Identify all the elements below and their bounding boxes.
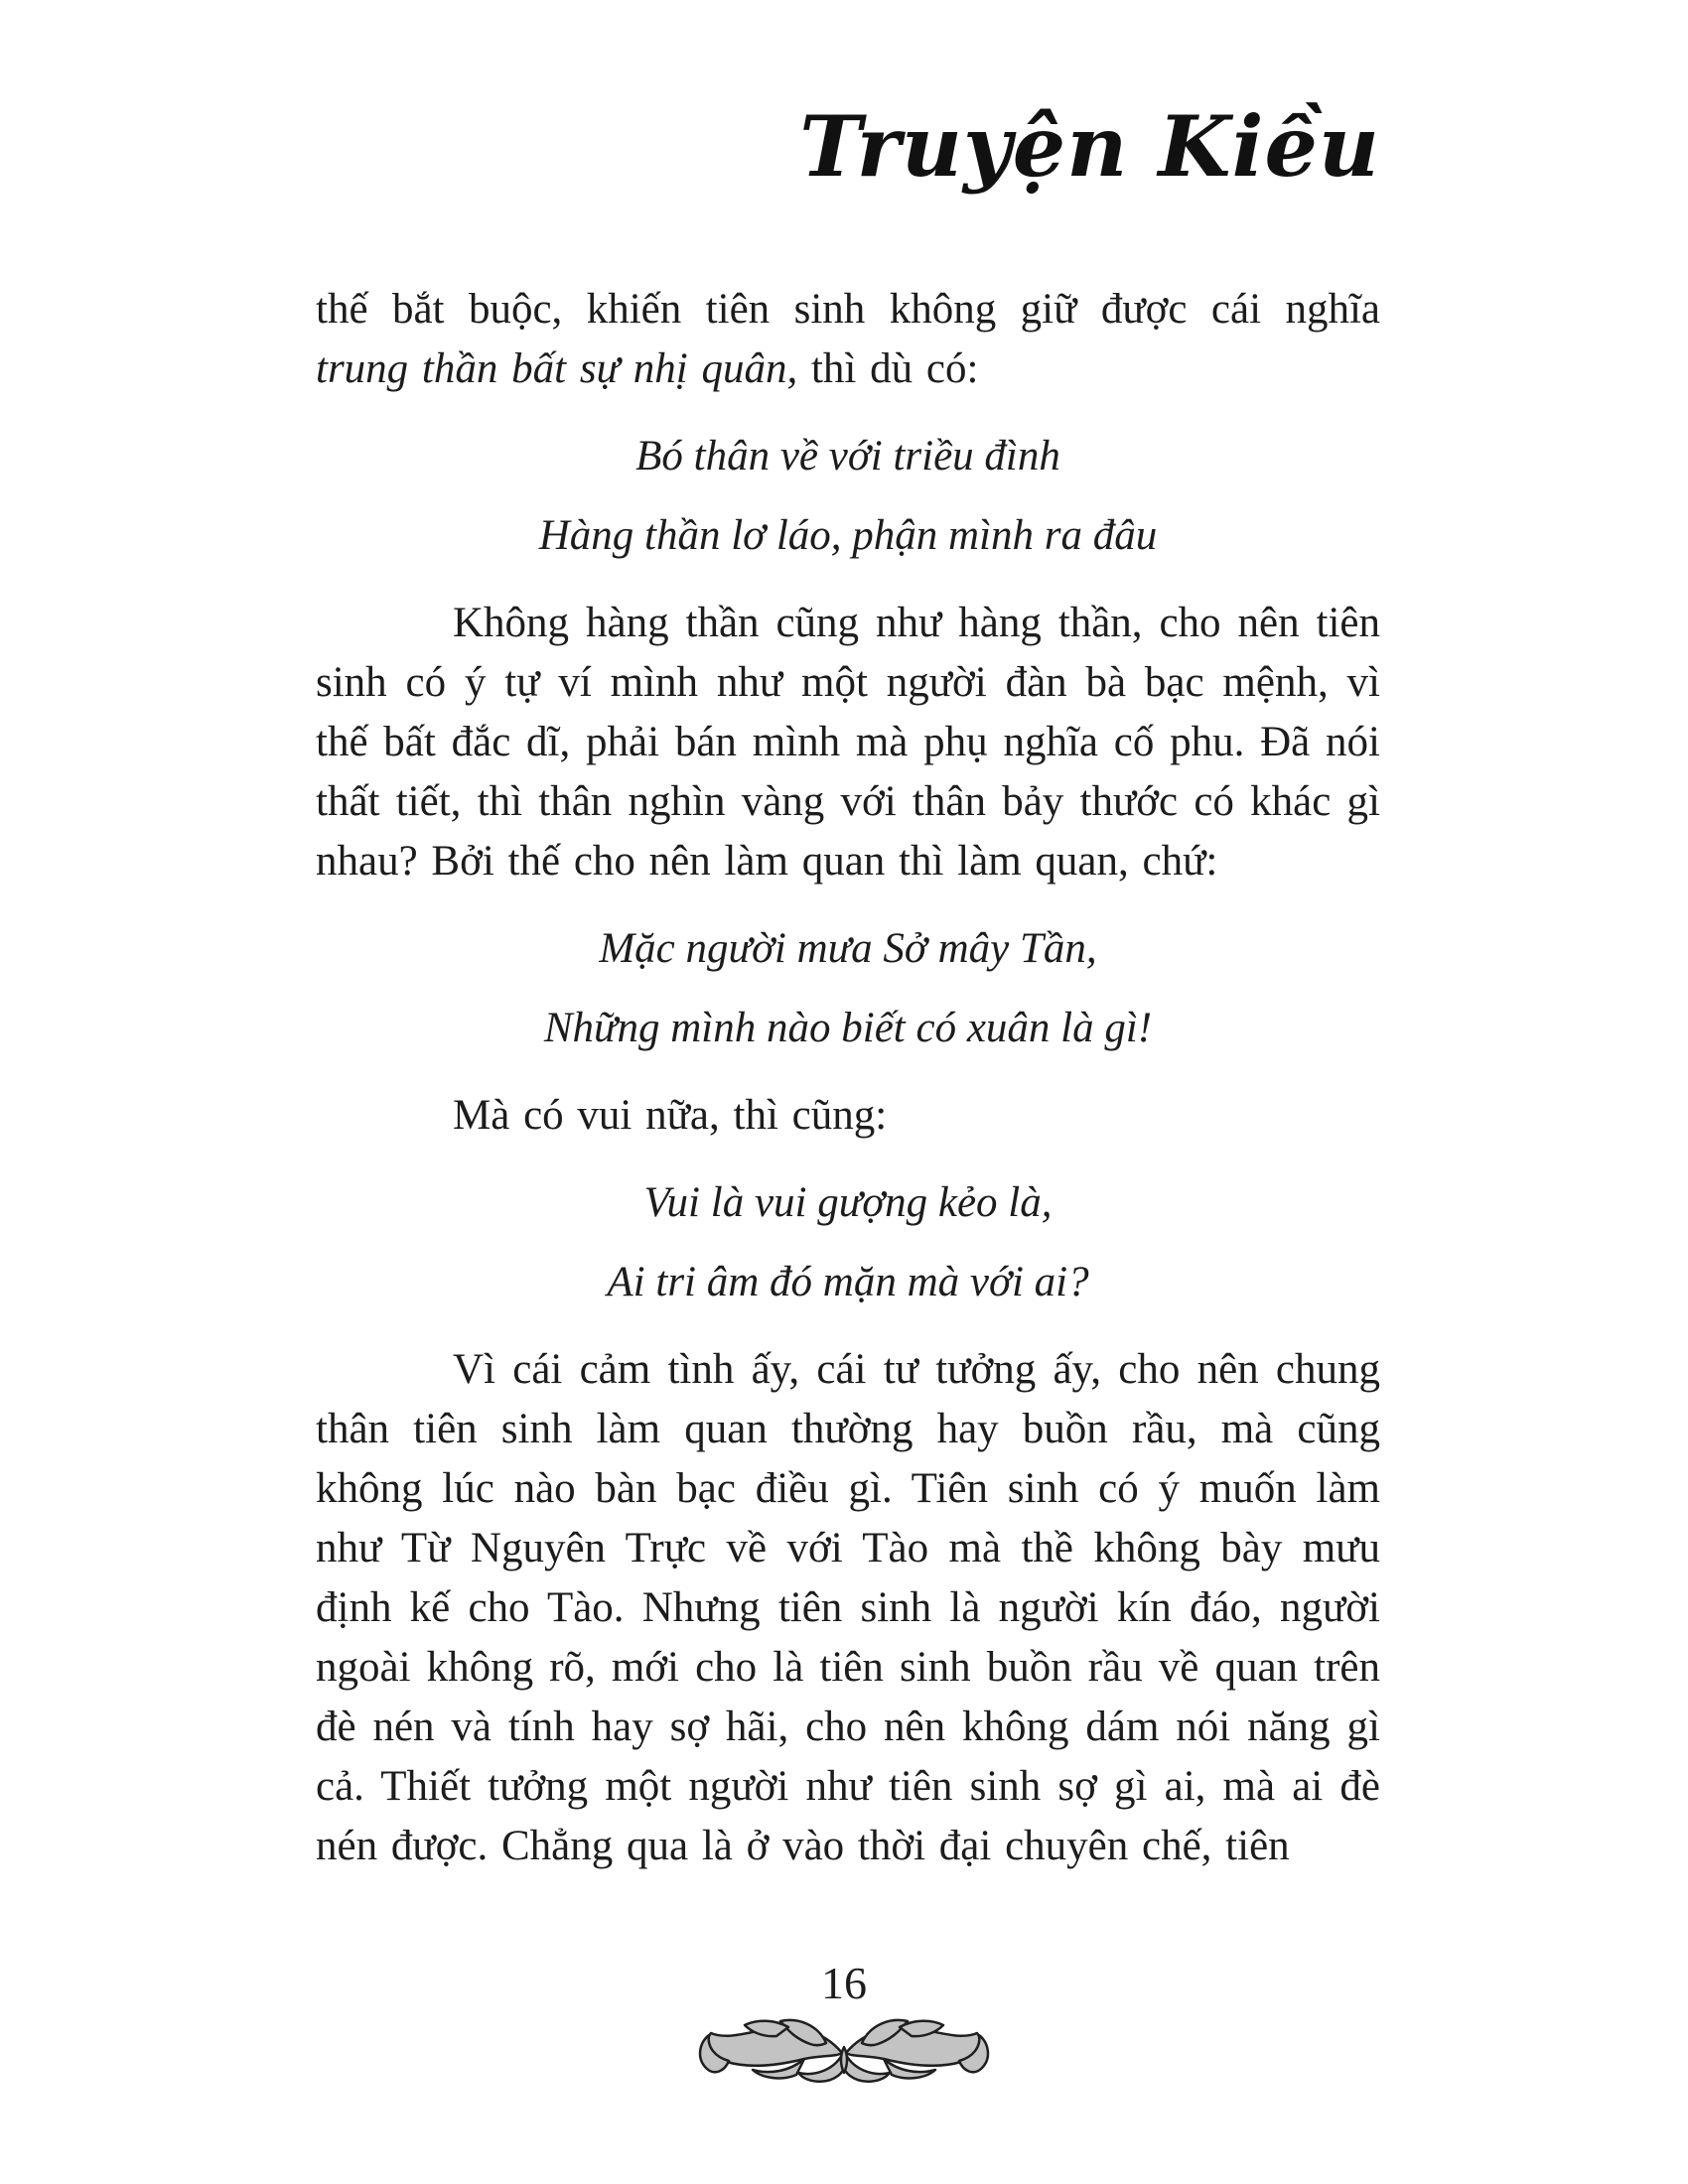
verse-line: Hàng thần lơ láo, phận mình ra đâu (538, 512, 1158, 559)
paragraph-1-tail: thì dù có: (797, 345, 979, 392)
flourish-center (841, 2047, 847, 2073)
verse-line: Mặc người mưa Sở mây Tần, (599, 925, 1097, 972)
paragraph-3: Mà có vui nữa, thì cũng: (453, 1092, 888, 1139)
ornament-container (0, 2013, 1688, 2097)
body-text (316, 280, 1380, 1876)
paragraph-2: Không hàng thần cũng như hàng thần, cho nên tiên sinh có ý tự ví mình như một người đàn bà bạc mệnh, vì thế bất đắc dĩ, phải bán mình mà phụ nghĩa cố phu. Đã nói thất tiết, thì thân nghìn vàng với thân bảy thước có khác gì nhau? Bởi thế cho nên làm quan thì làm quan, chứ: (316, 600, 1380, 885)
paragraph-1 (316, 280, 1380, 399)
verse-quote-1 (316, 417, 1380, 576)
paragraph-1-italic-phrase: trung thần bất sự nhị quân, (316, 345, 798, 392)
page-footer (0, 1958, 1688, 2097)
verse-quote-2 (316, 909, 1380, 1068)
verse-line: Những mình nào biết có xuân là gì! (543, 1005, 1153, 1051)
verse-quote-3 (316, 1163, 1380, 1322)
paragraph-1-roman: thế bắt buộc, khiến tiên sinh không giữ được cái nghĩa (316, 286, 1380, 333)
verse-line: Vui là vui gượng kẻo là, (643, 1179, 1053, 1226)
verse-line: Ai tri âm đó mặn mà với ai? (607, 1259, 1089, 1305)
flourish-right-half (843, 2020, 988, 2082)
flourish-left-half (700, 2020, 845, 2082)
paragraph-4: Vì cái cảm tình ấy, cái tư tưởng ấy, cho nên chung thân tiên sinh làm quan thường hay buồn rầu, mà cũng không lúc nào bàn bạc điều gì. Tiên sinh có ý muốn làm như Từ Nguyên Trực về với Tào mà thề không bày mưu định kế cho Tào. Nhưng tiên sinh là người kín đáo, người ngoài không rõ, mới cho là tiên sinh buồn rầu về quan trên đè nén và tính hay sợ hãi, cho nên không dám nói năng gì cả. Thiết tưởng một người như tiên sinh sợ gì ai, mà ai đè nén được. Chẳng qua là ở vào thời đại chuyên chế, tiên (316, 1346, 1380, 1869)
page-title: Truyện Kiều (799, 97, 1380, 196)
verse-line: Bó thân về với triều đình (635, 433, 1060, 479)
text-column (316, 84, 1380, 1876)
page-number: 16 (821, 1958, 867, 2008)
floral-flourish-icon (695, 2013, 993, 2097)
